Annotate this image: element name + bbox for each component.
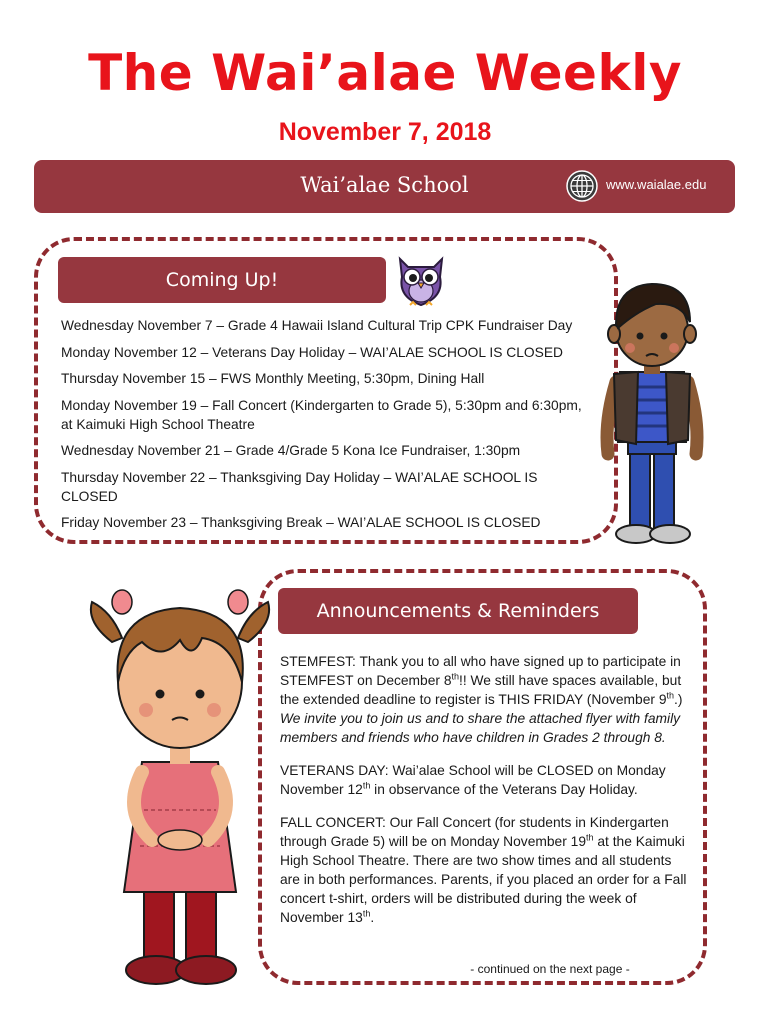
ordinal-suffix: th <box>362 908 371 919</box>
event-item: Wednesday November 7 – Grade 4 Hawaii Island Cultural Trip CPK Fundraiser Day <box>61 318 573 333</box>
stemfest-invitation: We invite you to join us and to share the attached flyer with family members and friends who have children in Grades 2 through 8. <box>280 711 681 745</box>
coming-up-heading: Coming Up! <box>58 257 386 303</box>
concert-paragraph <box>280 813 690 927</box>
announcements-body <box>280 652 690 941</box>
website-link[interactable]: www.waialae.edu <box>606 177 707 192</box>
boy-illustration <box>596 272 708 550</box>
announcements-heading: Announcements & Reminders <box>278 588 638 634</box>
owl-icon <box>392 251 450 309</box>
issue-date: November 7, 2018 <box>278 118 492 146</box>
ordinal-suffix: th <box>666 690 675 701</box>
ordinal-suffix: th <box>451 671 460 682</box>
concert-text-1: FALL CONCERT: Our Fall Concert (for students in Kindergarten through Grade 5) will be on Monday November 19 <box>280 815 669 849</box>
continued-note: - continued on the next page - <box>470 962 630 976</box>
newsletter-title: The Wai’alae Weekly <box>88 44 682 102</box>
veterans-text-1: VETERANS DAY: Wai’alae School will be CLOSED on Monday November 12 <box>280 763 666 797</box>
concert-text-3: . <box>370 910 375 925</box>
event-item: Thursday November 22 – Thanksgiving Day Holiday – WAI’ALAE SCHOOL IS CLOSED <box>61 469 538 504</box>
veterans-text-2: in observance of the Veterans Day Holiday. <box>370 782 638 797</box>
ordinal-suffix: th <box>586 832 594 843</box>
stemfest-text-1: STEMFEST: Thank you to all who have signed up to participate in STEMFEST on December 8 <box>280 654 681 688</box>
girl-illustration <box>82 582 278 992</box>
stemfest-paragraph <box>280 652 690 747</box>
event-item: Monday November 19 – Fall Concert (Kindergarten to Grade 5), 5:30pm and 6:30pm, at Kaimuki High School Theatre <box>61 397 582 432</box>
concert-text-2: at the Kaimuki High School Theatre. There are two show times and all students are in both performances. Parents, if you placed an order for a Fall concert t-shirt, orders will be distributed during the week of November 13 <box>280 834 687 925</box>
event-item: Wednesday November 21 – Grade 4/Grade 5 Kona Ice Fundraiser, 1:30pm <box>61 443 521 458</box>
stemfest-text-3: .) <box>674 692 683 707</box>
event-item: Friday November 23 – Thanksgiving Break – WAI’ALAE SCHOOL IS CLOSED <box>61 515 541 530</box>
event-item: Monday November 12 – Veterans Day Holiday – WAI’ALAE SCHOOL IS CLOSED <box>61 344 564 360</box>
globe-icon <box>566 170 598 202</box>
school-name: Wai’alae School <box>300 173 469 197</box>
event-item: Thursday November 15 – FWS Monthly Meeting, 5:30pm, Dining Hall <box>61 371 485 386</box>
stemfest-text-2: !! We still have spaces available, but the extended deadline to register is THIS FRIDAY (November 9 <box>280 673 682 707</box>
veterans-paragraph <box>280 761 690 799</box>
ordinal-suffix: th <box>362 780 371 791</box>
events-list <box>61 316 596 540</box>
school-banner <box>34 160 735 213</box>
